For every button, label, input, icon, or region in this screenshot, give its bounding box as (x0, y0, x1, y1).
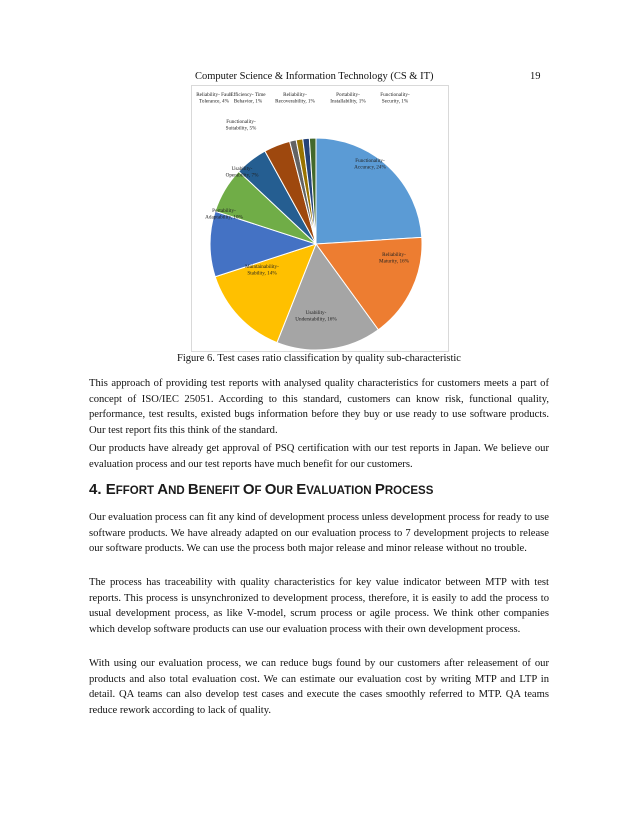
pie-label-maintainability-stability: Maintainability-Stability, 14% (245, 264, 279, 277)
paragraph-iso-concept: This approach of providing test reports with analysed quality characteristics for customers meets a part of concept of ISO/IEC 25051. According to this standard, customers can know risk, functional quality, performance, test results, existed bugs information before they buy or use ready to use software products. Our test report fits this think of the standard. (89, 378, 549, 436)
figure-caption: Figure 6. Test cases ratio classification by quality sub-characteristic (177, 353, 461, 364)
pie-slice-functionality-accuracy (316, 138, 422, 244)
pie-label-efficiency-time-behavior: Efficiency- Time Behavior, 1% (230, 92, 266, 105)
journal-title: Computer Science & Information Technology (CS & IT) (195, 71, 434, 82)
pie-label-reliability-recoverability: Reliability-Recoverability, 1% (275, 92, 315, 105)
paragraph-development-process: Our evaluation process can fit any kind of development process unless development process for ready to use software products. We have already adapted on our evaluation process to 7 development projects to release our software products. We can use the process both major release and minor release without no trouble. (89, 512, 549, 554)
pie-label-functionality-accuracy: Functionality-Accuracy, 24% (354, 158, 386, 171)
paragraph-psq-certification: Our products have already get approval of PSQ certification with our test reports in Japan. We believe our evaluation process and our test reports have much benefit for our customers. (89, 443, 549, 470)
pie-label-usability-operability: Usability-Operability, 7% (225, 166, 259, 179)
section-heading: 4. EFFORT AND BENEFIT OF OUR EVALUATION PROCESS (89, 481, 434, 498)
pie-chart (192, 86, 448, 351)
pie-label-portability-adaptability: Portability-Adaptability, 10% (205, 208, 243, 221)
pie-label-reliability-fault-tolerance: Reliability- Fault Tolerance, 4% (196, 92, 232, 105)
paragraph-benefits: With using our evaluation process, we can reduce bugs found by our customers after releasement of our products and also total evaluation cost. We can estimate our evaluation cost by writing MTP and LTP in detail. QA teams can also develop test cases and execute the cases smoothly referred to MTP. QA teams reduce rework according to lack of quality. (89, 658, 549, 716)
pie-label-usability-understability: Usability-Understability, 16% (295, 310, 337, 323)
pie-label-functionality-suitability: Functionality-Suitability, 5% (225, 119, 257, 132)
pie-label-functionality-security: Functionality-Security, 1% (380, 92, 410, 105)
running-header (0, 71, 638, 85)
page-number: 19 (530, 71, 541, 82)
pie-label-reliability-maturity: Reliability-Maturity, 16% (379, 252, 409, 265)
pie-label-portability-installability: Portability-Installability, 1% (330, 92, 366, 105)
paragraph-traceability: The process has traceability with quality characteristics for key value indicator between MTP with test reports. This process is unsynchronized to development process, therefore, it is easily to add the process to usual development process, as like V-model, scrum process or agile process. We think other companies which develop software products can use our evaluation process with their own development process. (89, 577, 549, 635)
pie-chart-figure (191, 85, 449, 352)
